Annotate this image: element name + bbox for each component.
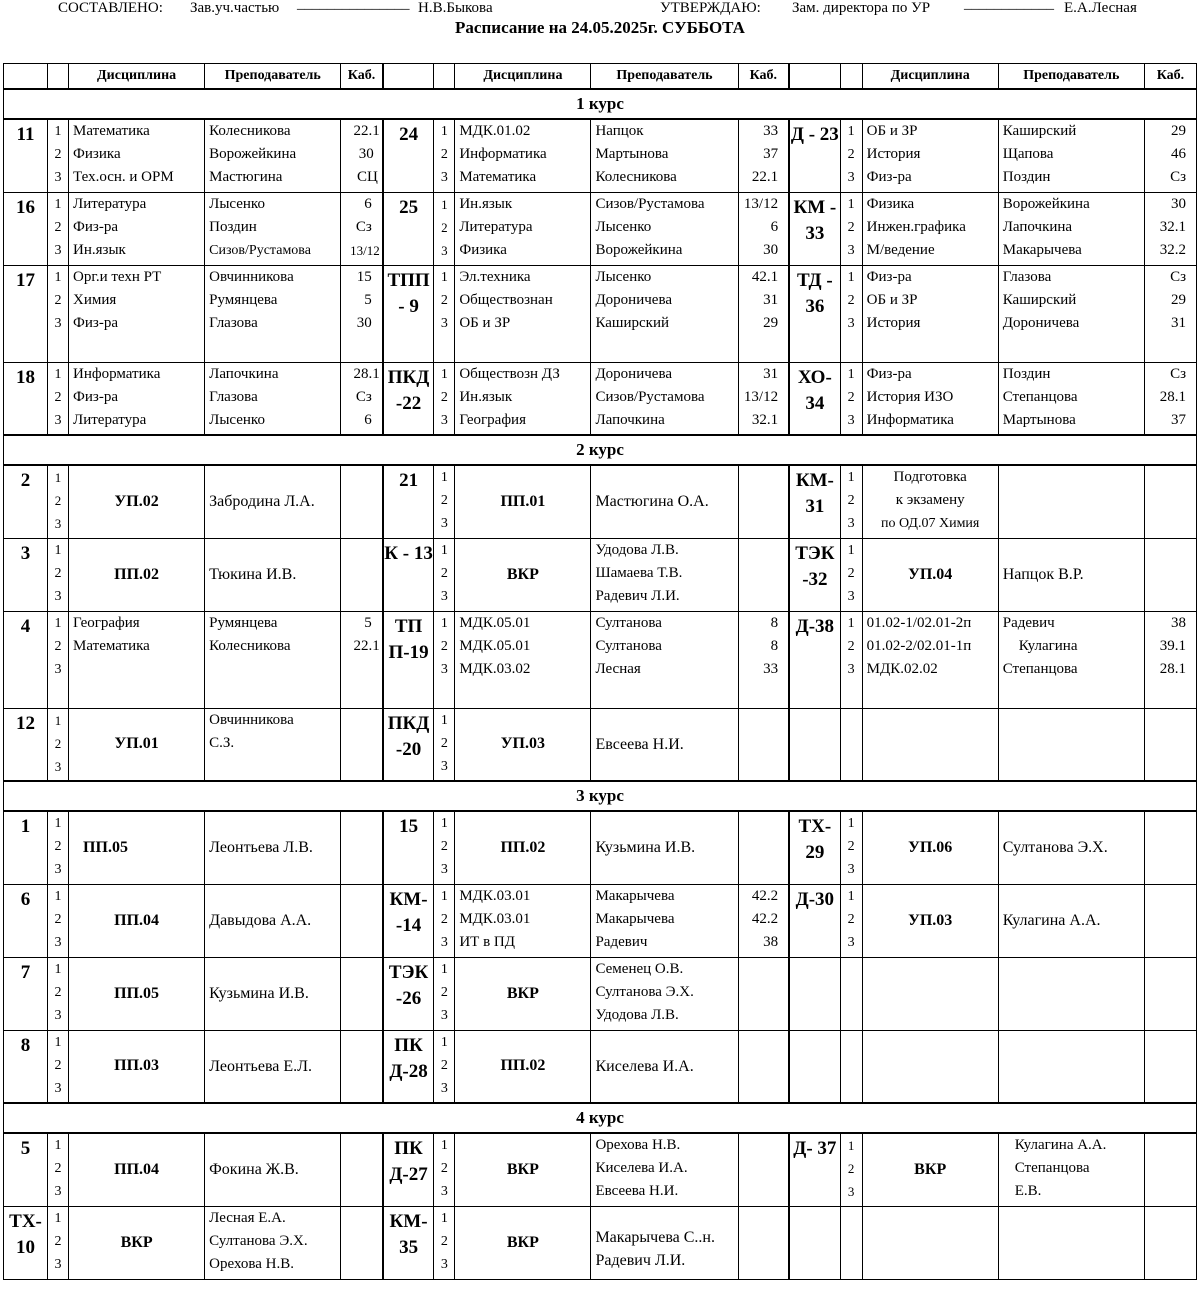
teacher-cell: Румянцева Колесникова xyxy=(205,611,341,708)
room-cell: 8 8 33 xyxy=(738,611,789,708)
teacher-cell: Орехова Н.В. Киселева И.А. Евсеева Н.И. xyxy=(591,1133,738,1206)
lesson-numbers: 1 2 3 xyxy=(434,1206,455,1279)
lesson-numbers: 1 2 3 xyxy=(840,362,862,435)
group-cell: ТЭК -26 xyxy=(383,957,434,1030)
teacher-cell: Напцок Мартынова Колесникова xyxy=(591,119,738,192)
practice-cell: УП.04 xyxy=(862,538,998,611)
group-cell: КМ- -14 xyxy=(383,884,434,957)
teacher-cell: Тюкина И.В. xyxy=(205,538,341,611)
lesson-numbers: 1 2 3 xyxy=(434,119,455,192)
room-cell: 22.1 30 СЦ xyxy=(341,119,383,192)
practice-cell: ВКР xyxy=(862,1133,998,1206)
lesson-numbers: 1 2 3 xyxy=(48,611,69,708)
note-cell: Подготовка к экзамену по ОД.07 Химия xyxy=(862,465,998,538)
teacher-cell: Леонтьева Е.Л. xyxy=(205,1030,341,1103)
approve-role: Зам. директора по УР xyxy=(792,0,931,16)
lesson-numbers: 1 2 3 xyxy=(48,119,69,192)
group-cell: ТПП - 9 xyxy=(383,265,434,362)
teacher-cell: Лапочкина Глазова Лысенко xyxy=(205,362,341,435)
teacher-cell: Султанова Султанова Лесная xyxy=(591,611,738,708)
room-cell: 29 46 Сз xyxy=(1144,119,1196,192)
discipline-cell: МДК.03.01 МДК.03.01 ИТ в ПД xyxy=(455,884,591,957)
practice-cell: ВКР xyxy=(455,538,591,611)
teacher-cell: Поздин Степанцова Мартынова xyxy=(998,362,1144,435)
lesson-numbers: 1 2 3 xyxy=(48,1133,69,1206)
col-teacher: Преподаватель xyxy=(998,64,1144,90)
group-cell: К - 13 xyxy=(383,538,434,611)
room-cell: 30 32.1 32.2 xyxy=(1144,192,1196,265)
discipline-cell: МДК.05.01 МДК.05.01 МДК.03.02 xyxy=(455,611,591,708)
composed-signature-line: _______________ xyxy=(297,0,410,12)
approval-header xyxy=(0,0,1200,20)
lesson-numbers: 1 2 3 xyxy=(840,265,862,362)
teacher-cell: Лысенко Дороничева Каширский xyxy=(591,265,738,362)
lesson-numbers: 1 2 3 xyxy=(434,1133,455,1206)
group-cell: 16 xyxy=(4,192,48,265)
schedule-table xyxy=(3,63,1197,1280)
teacher-cell: Глазова Каширский Дороничева xyxy=(998,265,1144,362)
teacher-cell: Лесная Е.А. Султанова Э.Х. Орехова Н.В. xyxy=(205,1206,341,1279)
teacher-cell: Фокина Ж.В. xyxy=(205,1133,341,1206)
lesson-numbers: 1 2 3 xyxy=(840,192,862,265)
table-row xyxy=(4,708,1197,781)
teacher-cell: Семенец О.В. Султанова Э.Х. Удодова Л.В. xyxy=(591,957,738,1030)
discipline-cell: Обществозн ДЗ Ин.язык География xyxy=(455,362,591,435)
lesson-numbers: 1 2 3 xyxy=(48,538,69,611)
practice-cell: ПП.04 xyxy=(69,1133,205,1206)
room-cell: Сз 29 31 xyxy=(1144,265,1196,362)
lesson-numbers: 1 2 3 xyxy=(48,1030,69,1103)
table-row xyxy=(4,884,1197,957)
practice-cell: УП.02 xyxy=(69,465,205,538)
approve-name: Е.А.Лесная xyxy=(1064,0,1137,16)
discipline-cell: Физика Инжен.графика М/ведение xyxy=(862,192,998,265)
lesson-numbers: 1 2 3 xyxy=(434,884,455,957)
lesson-numbers: 1 2 3 xyxy=(434,192,455,265)
col-discipline: Дисциплина xyxy=(862,64,998,90)
lesson-numbers: 1 2 3 xyxy=(840,538,862,611)
table-row xyxy=(4,362,1197,435)
teacher-cell: Макарычева С..н. Радевич Л.И. xyxy=(591,1206,738,1279)
group-cell: ТХ- 10 xyxy=(4,1206,48,1279)
col-discipline: Дисциплина xyxy=(69,64,205,90)
lesson-numbers: 1 2 3 xyxy=(48,192,69,265)
lesson-numbers: 1 2 3 xyxy=(48,708,69,781)
group-cell: КМ - 33 xyxy=(789,192,840,265)
group-cell: Д- 37 xyxy=(789,1133,840,1206)
table-row xyxy=(4,1206,1197,1279)
practice-cell: УП.03 xyxy=(862,884,998,957)
teacher-cell: Овчинникова Румянцева Глазова xyxy=(205,265,341,362)
col-room: Каб. xyxy=(341,64,383,90)
table-row xyxy=(4,265,1197,362)
room-cell: 38 39.1 28.1 xyxy=(1144,611,1196,708)
teacher-cell: Сизов/Рустамова Лысенко Ворожейкина xyxy=(591,192,738,265)
room-cell: 6 Сз 13/12 xyxy=(341,192,383,265)
teacher-cell: Забродина Л.А. xyxy=(205,465,341,538)
group-cell: 6 xyxy=(4,884,48,957)
table-row xyxy=(4,192,1197,265)
teacher-cell: Киселева И.А. xyxy=(591,1030,738,1103)
lesson-numbers: 1 2 3 xyxy=(840,811,862,884)
table-row xyxy=(4,1133,1197,1206)
course-heading: 3 курс xyxy=(4,781,1197,811)
lesson-numbers: 1 2 3 xyxy=(434,362,455,435)
approve-label: УТВЕРЖДАЮ: xyxy=(660,0,761,16)
group-cell: 24 xyxy=(383,119,434,192)
teacher-cell: Леонтьева Л.В. xyxy=(205,811,341,884)
group-cell: 21 xyxy=(383,465,434,538)
teacher-cell: Кузьмина И.В. xyxy=(591,811,738,884)
practice-cell: ПП.02 xyxy=(455,1030,591,1103)
practice-cell: ПП.05 xyxy=(69,811,205,884)
group-cell: 25 xyxy=(383,192,434,265)
lesson-numbers: 1 2 3 xyxy=(840,1133,862,1206)
lesson-numbers: 1 2 3 xyxy=(434,465,455,538)
room-cell: 42.2 42.2 38 xyxy=(738,884,789,957)
group-cell: ХО- 34 xyxy=(789,362,840,435)
room-cell: 42.1 31 29 xyxy=(738,265,789,362)
group-cell: ТХ- 29 xyxy=(789,811,840,884)
group-cell: Д-30 xyxy=(789,884,840,957)
group-cell: 7 xyxy=(4,957,48,1030)
group-cell: 18 xyxy=(4,362,48,435)
lesson-numbers: 1 2 3 xyxy=(840,611,862,708)
lesson-numbers: 1 2 3 xyxy=(434,265,455,362)
discipline-cell: Эл.техника Обществознан ОБ и ЗР xyxy=(455,265,591,362)
group-cell: 5 xyxy=(4,1133,48,1206)
col-teacher: Преподаватель xyxy=(591,64,738,90)
practice-cell: ПП.05 xyxy=(69,957,205,1030)
group-cell: 1 xyxy=(4,811,48,884)
discipline-cell: 01.02-1/02.01-2п 01.02-2/02.01-1п МДК.02.02 xyxy=(862,611,998,708)
room-cell: 33 37 22.1 xyxy=(738,119,789,192)
teacher-cell: Кулагина А.А. xyxy=(998,884,1144,957)
composed-name: Н.В.Быкова xyxy=(418,0,493,16)
practice-cell: ПП.02 xyxy=(69,538,205,611)
discipline-cell: Орг.и техн РТ Химия Физ-ра xyxy=(69,265,205,362)
table-row xyxy=(4,611,1197,708)
teacher-cell: Колесникова Ворожейкина Мастюгина xyxy=(205,119,341,192)
group-cell: 8 xyxy=(4,1030,48,1103)
practice-cell: ПП.01 xyxy=(455,465,591,538)
practice-cell: ВКР xyxy=(69,1206,205,1279)
teacher-cell: Кулагина А.А. Степанцова Е.В. xyxy=(998,1133,1144,1206)
discipline-cell: Физ-ра История ИЗО Информатика xyxy=(862,362,998,435)
group-cell: ТЭК -32 xyxy=(789,538,840,611)
lesson-numbers: 1 2 3 xyxy=(840,884,862,957)
group-cell: Д-38 xyxy=(789,611,840,708)
group-cell: ПКД -20 xyxy=(383,708,434,781)
teacher-cell: Дороничева Сизов/Рустамова Лапочкина xyxy=(591,362,738,435)
column-header-row xyxy=(4,64,1197,90)
lesson-numbers: 1 2 3 xyxy=(434,611,455,708)
lesson-numbers: 1 2 3 xyxy=(434,538,455,611)
practice-cell: ПП.03 xyxy=(69,1030,205,1103)
lesson-numbers: 1 2 3 xyxy=(840,119,862,192)
practice-cell: ВКР xyxy=(455,1133,591,1206)
table-row xyxy=(4,465,1197,538)
group-cell: 3 xyxy=(4,538,48,611)
discipline-cell: Информатика Физ-ра Литература xyxy=(69,362,205,435)
group-cell: 12 xyxy=(4,708,48,781)
approve-signature-line: ____________ xyxy=(964,0,1054,12)
group-cell: 15 xyxy=(383,811,434,884)
teacher-cell: Каширский Щапова Поздин xyxy=(998,119,1144,192)
course-heading: 1 курс xyxy=(4,89,1197,119)
lesson-numbers: 1 2 3 xyxy=(434,708,455,781)
teacher-cell: Радевич Кулагина Степанцова xyxy=(998,611,1144,708)
table-row xyxy=(4,119,1197,192)
group-cell: ТД - 36 xyxy=(789,265,840,362)
teacher-cell: Овчинникова С.З. xyxy=(205,708,341,781)
lesson-numbers: 1 2 3 xyxy=(48,884,69,957)
group-cell: 2 xyxy=(4,465,48,538)
table-row xyxy=(4,957,1197,1030)
discipline-cell: МДК.01.02 Информатика Математика xyxy=(455,119,591,192)
teacher-cell: Удодова Л.В. Шамаева Т.В. Радевич Л.И. xyxy=(591,538,738,611)
composed-label: СОСТАВЛЕНО: xyxy=(58,0,163,16)
practice-cell: УП.06 xyxy=(862,811,998,884)
room-cell: 13/12 6 30 xyxy=(738,192,789,265)
room-cell: 15 5 30 xyxy=(341,265,383,362)
composed-role: Зав.уч.частью xyxy=(190,0,280,16)
teacher-cell: Лысенко Поздин Сизов/Рустамова xyxy=(205,192,341,265)
col-teacher: Преподаватель xyxy=(205,64,341,90)
practice-cell: УП.03 xyxy=(455,708,591,781)
lesson-numbers: 1 2 3 xyxy=(48,465,69,538)
teacher-cell: Напцок В.Р. xyxy=(998,538,1144,611)
practice-cell: ПП.04 xyxy=(69,884,205,957)
group-cell: ПКД -22 xyxy=(383,362,434,435)
col-room: Каб. xyxy=(738,64,789,90)
practice-cell: ВКР xyxy=(455,957,591,1030)
group-cell: Д - 23 xyxy=(789,119,840,192)
page-title: Расписание на 24.05.2025г. СУББОТА xyxy=(455,18,745,37)
discipline-cell: Математика Физика Тех.осн. и ОРМ xyxy=(69,119,205,192)
teacher-cell: Султанова Э.Х. xyxy=(998,811,1144,884)
room-cell: 31 13/12 32.1 xyxy=(738,362,789,435)
group-cell: 4 xyxy=(4,611,48,708)
group-cell: ПК Д-27 xyxy=(383,1133,434,1206)
discipline-cell: География Математика xyxy=(69,611,205,708)
discipline-cell: Ин.язык Литература Физика xyxy=(455,192,591,265)
room-cell: 5 22.1 xyxy=(341,611,383,708)
table-row xyxy=(4,811,1197,884)
group-cell: 17 xyxy=(4,265,48,362)
lesson-numbers: 1 2 3 xyxy=(434,811,455,884)
col-room: Каб. xyxy=(1144,64,1196,90)
lesson-numbers: 1 2 3 xyxy=(434,1030,455,1103)
lesson-numbers: 1 2 3 xyxy=(48,265,69,362)
lesson-numbers: 1 2 3 xyxy=(48,957,69,1030)
course-heading: 2 курс xyxy=(4,435,1197,465)
lesson-numbers: 1 2 3 xyxy=(48,1206,69,1279)
practice-cell: ПП.02 xyxy=(455,811,591,884)
teacher-cell: Кузьмина И.В. xyxy=(205,957,341,1030)
lesson-numbers: 1 2 3 xyxy=(434,957,455,1030)
discipline-cell: ОБ и ЗР История Физ-ра xyxy=(862,119,998,192)
lesson-numbers: 1 2 3 xyxy=(48,362,69,435)
course-heading: 4 курс xyxy=(4,1103,1197,1133)
teacher-cell: Мастюгина О.А. xyxy=(591,465,738,538)
group-cell: КМ- 35 xyxy=(383,1206,434,1279)
table-row xyxy=(4,538,1197,611)
practice-cell: ВКР xyxy=(455,1206,591,1279)
group-cell: 11 xyxy=(4,119,48,192)
teacher-cell: Давыдова А.А. xyxy=(205,884,341,957)
teacher-cell: Евсеева Н.И. xyxy=(591,708,738,781)
group-cell: КМ- 31 xyxy=(789,465,840,538)
discipline-cell: Литература Физ-ра Ин.язык xyxy=(69,192,205,265)
room-cell: Сз 28.1 37 xyxy=(1144,362,1196,435)
table-row xyxy=(4,1030,1197,1103)
lesson-numbers: 1 2 3 xyxy=(840,465,862,538)
teacher-cell: Ворожейкина Лапочкина Макарычева xyxy=(998,192,1144,265)
lesson-numbers: 1 2 3 xyxy=(48,811,69,884)
col-discipline: Дисциплина xyxy=(455,64,591,90)
discipline-cell: Физ-ра ОБ и ЗР История xyxy=(862,265,998,362)
practice-cell: УП.01 xyxy=(69,708,205,781)
teacher-cell: Макарычева Макарычева Радевич xyxy=(591,884,738,957)
group-cell: ПК Д-28 xyxy=(383,1030,434,1103)
room-cell: 28.1 Сз 6 xyxy=(341,362,383,435)
group-cell: ТП П-19 xyxy=(383,611,434,708)
